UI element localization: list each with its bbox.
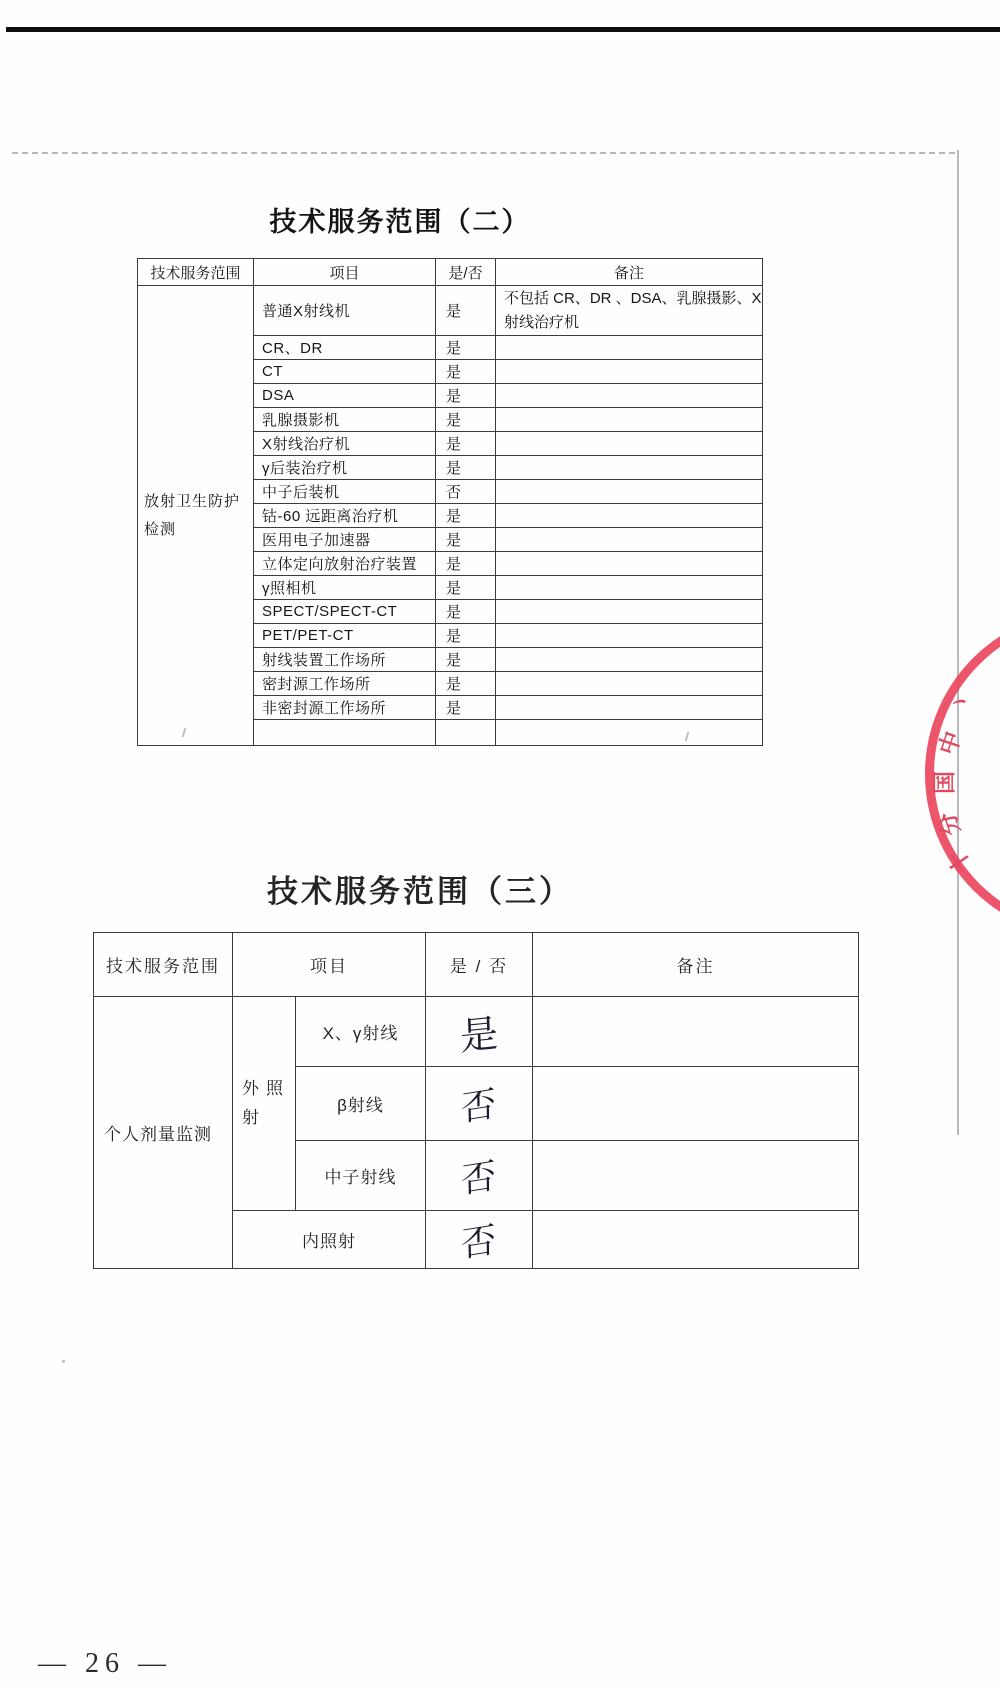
yesno-cell: 是	[436, 408, 496, 432]
remark-cell	[496, 360, 763, 384]
item-cell	[254, 720, 436, 746]
yesno-cell: 是	[436, 384, 496, 408]
item-cell: SPECT/SPECT-CT	[254, 600, 436, 624]
table-row	[138, 286, 763, 336]
yesno-cell: 是	[436, 360, 496, 384]
item-cell: β射线	[296, 1067, 426, 1141]
item-cell: 密封源工作场所	[254, 672, 436, 696]
handwritten-no: 否	[461, 1219, 497, 1265]
remark-cell	[496, 336, 763, 360]
item-cell: 立体定向放射治疗装置	[254, 552, 436, 576]
yesno-cell	[436, 720, 496, 746]
yesno-cell: 是	[436, 600, 496, 624]
red-stamp-text: 国	[931, 771, 957, 794]
red-stamp-text: 分	[933, 809, 965, 839]
handwritten-answer-cell	[426, 1211, 533, 1269]
top-rule	[6, 27, 1000, 32]
service-scope-table-two	[137, 258, 763, 746]
item-cell: 钴-60 远距离治疗机	[254, 504, 436, 528]
remark-cell	[533, 1141, 859, 1211]
yesno-cell: 是	[436, 336, 496, 360]
remark-cell	[496, 432, 763, 456]
item-cell: 中子射线	[296, 1141, 426, 1211]
remark-cell	[533, 1211, 859, 1269]
item-cell: X射线治疗机	[254, 432, 436, 456]
yesno-cell: 是	[436, 552, 496, 576]
remark-cell	[496, 552, 763, 576]
item-cell: γ照相机	[254, 576, 436, 600]
yesno-cell: 是	[436, 672, 496, 696]
handwritten-answer-cell	[426, 1141, 533, 1211]
header-yesno: 是/否	[436, 259, 496, 286]
service-scope-table-three	[93, 932, 859, 1269]
item-cell: 中子后装机	[254, 480, 436, 504]
handwritten-yes: 是	[459, 1012, 499, 1060]
item-cell: 非密封源工作场所	[254, 696, 436, 720]
table2-section-title: 技术服务范围（二）	[269, 207, 531, 237]
item-cell: γ后装治疗机	[254, 456, 436, 480]
scope-cell: 放射卫生防护检测	[138, 286, 254, 746]
remark-cell	[496, 600, 763, 624]
yesno-cell: 是	[436, 504, 496, 528]
item-cell: 普通X射线机	[254, 286, 436, 336]
remark-cell	[496, 504, 763, 528]
remark-cell	[496, 576, 763, 600]
yesno-cell: 是	[436, 456, 496, 480]
header-item: 项目	[254, 259, 436, 286]
handwritten-answer-cell	[426, 1067, 533, 1141]
table-row	[94, 997, 859, 1067]
remark-cell	[496, 624, 763, 648]
red-stamp-text: 十	[942, 844, 977, 879]
remark-cell	[496, 456, 763, 480]
remark-cell	[533, 1067, 859, 1141]
header-remark: 备注	[533, 933, 859, 997]
yesno-cell: 是	[436, 286, 496, 336]
remark-cell	[496, 408, 763, 432]
item-cell: 医用电子加速器	[254, 528, 436, 552]
scope-cell: 个人剂量监测	[94, 997, 233, 1269]
header-remark: 备注	[496, 259, 763, 286]
item-cell: 内照射	[233, 1211, 426, 1269]
scan-speckle	[62, 1360, 65, 1363]
item-cell: CR、DR	[254, 336, 436, 360]
remark-cell	[496, 696, 763, 720]
remark-line: 不包括 CR、DR 、DSA、乳腺摄影、X	[504, 290, 762, 308]
table3-section-title: 技术服务范围（三）	[267, 874, 573, 909]
red-stamp-text: 中	[934, 728, 966, 758]
remark-cell	[496, 286, 763, 336]
header-scope: 技术服务范围	[138, 259, 254, 286]
external-exposure-cell: 外照射	[233, 997, 296, 1211]
header-scope: 技术服务范围	[94, 933, 233, 997]
dashed-rule	[12, 152, 955, 154]
scan-line-artifact	[957, 150, 959, 1135]
remark-cell	[496, 720, 763, 746]
header-item: 项目	[233, 933, 426, 997]
item-cell: X、γ射线	[296, 997, 426, 1067]
item-cell: DSA	[254, 384, 436, 408]
red-stamp-text: 丶	[943, 686, 978, 721]
yesno-cell: 是	[436, 576, 496, 600]
remark-cell	[496, 648, 763, 672]
remark-cell	[496, 480, 763, 504]
handwritten-no: 否	[461, 1155, 497, 1201]
handwritten-no: 否	[461, 1083, 497, 1129]
yesno-cell: 是	[436, 528, 496, 552]
page-number: — 26 —	[38, 1648, 172, 1679]
item-cell: 射线装置工作场所	[254, 648, 436, 672]
item-cell: 乳腺摄影机	[254, 408, 436, 432]
yesno-cell: 是	[436, 432, 496, 456]
yesno-cell: 是	[436, 696, 496, 720]
remark-cell	[496, 528, 763, 552]
yesno-cell: 是	[436, 624, 496, 648]
remark-cell	[496, 384, 763, 408]
header-yesno: 是 / 否	[426, 933, 533, 997]
handwritten-answer-cell	[426, 997, 533, 1067]
remark-cell	[533, 997, 859, 1067]
yesno-cell: 是	[436, 648, 496, 672]
item-cell: CT	[254, 360, 436, 384]
remark-cell	[496, 672, 763, 696]
remark-line: 射线治疗机	[504, 313, 580, 331]
item-cell: PET/PET-CT	[254, 624, 436, 648]
yesno-cell: 否	[436, 480, 496, 504]
